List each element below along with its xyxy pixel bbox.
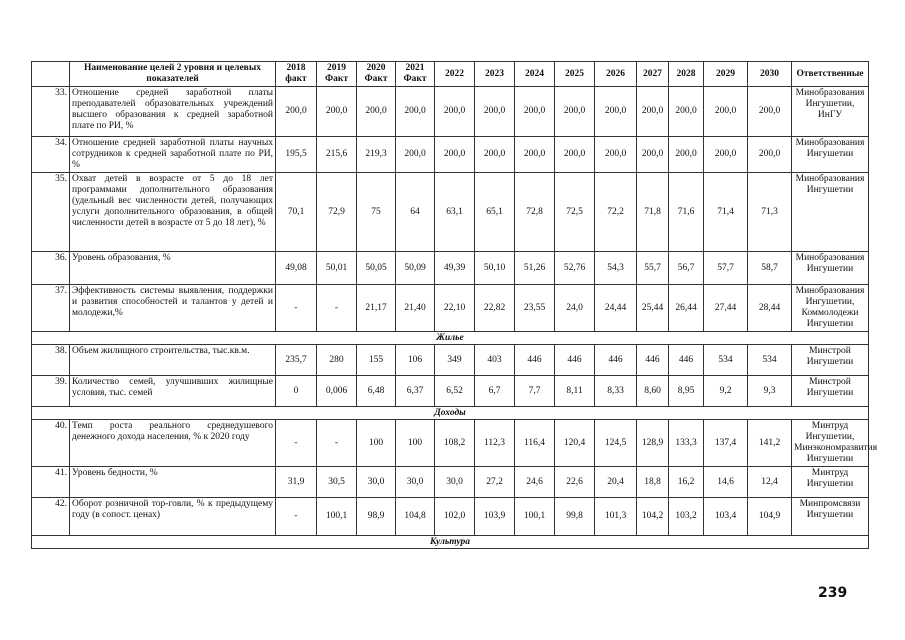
row-number: 40. bbox=[32, 420, 70, 467]
value-cell: 200,0 bbox=[637, 137, 669, 173]
table-row bbox=[32, 467, 869, 498]
value-cell: 106 bbox=[396, 345, 435, 376]
row-number: 42. bbox=[32, 498, 70, 536]
header-year: 2018 факт bbox=[276, 62, 317, 87]
value-cell: 72,2 bbox=[595, 173, 637, 252]
value-cell: 6,52 bbox=[435, 376, 475, 407]
indicator-name: Количество семей, улучшивших жилищные условия, тыс. семей bbox=[70, 376, 276, 407]
indicator-name: Отношение средней заработной платы преподавателей образовательных учреждений высшего образования к средней заработной плате по РИ, % bbox=[70, 87, 276, 137]
value-cell: 23,55 bbox=[515, 285, 555, 332]
value-cell: - bbox=[317, 285, 357, 332]
value-cell: 70,1 bbox=[276, 173, 317, 252]
value-cell: 200,0 bbox=[396, 137, 435, 173]
value-cell: 0 bbox=[276, 376, 317, 407]
value-cell: 8,33 bbox=[595, 376, 637, 407]
value-cell: 446 bbox=[669, 345, 704, 376]
header-year: 2029 bbox=[704, 62, 748, 87]
value-cell: 31,9 bbox=[276, 467, 317, 498]
value-cell: 446 bbox=[637, 345, 669, 376]
section-title: Культура bbox=[32, 536, 869, 549]
value-cell: 72,8 bbox=[515, 173, 555, 252]
value-cell: 22,6 bbox=[555, 467, 595, 498]
value-cell: 200,0 bbox=[669, 137, 704, 173]
row-number: 38. bbox=[32, 345, 70, 376]
value-cell: 103,9 bbox=[475, 498, 515, 536]
value-cell: 9,2 bbox=[704, 376, 748, 407]
value-cell: 16,2 bbox=[669, 467, 704, 498]
section-row bbox=[32, 536, 869, 549]
value-cell: 128,9 bbox=[637, 420, 669, 467]
value-cell: 534 bbox=[748, 345, 792, 376]
responsible-cell: Минстрой Ингушетии bbox=[792, 345, 869, 376]
table-row bbox=[32, 345, 869, 376]
responsible-cell: Минтруд Ингушетии bbox=[792, 467, 869, 498]
value-cell: 71,4 bbox=[704, 173, 748, 252]
value-cell: 446 bbox=[515, 345, 555, 376]
indicator-name: Объем жилищного строительства, тыс.кв.м. bbox=[70, 345, 276, 376]
indicator-name: Охват детей в возрасте от 5 до 18 лет программами дополнительного образования (удельный вес численности детей, получающих услуги дополнительного образования, в общей численности детей в возрасте от 5 до 18 лет), % bbox=[70, 173, 276, 252]
value-cell: 137,4 bbox=[704, 420, 748, 467]
value-cell: 141,2 bbox=[748, 420, 792, 467]
header-name: Наименование целей 2 уровня и целевых показателей bbox=[70, 62, 276, 87]
value-cell: 64 bbox=[396, 173, 435, 252]
section-row bbox=[32, 332, 869, 345]
row-number: 37. bbox=[32, 285, 70, 332]
value-cell: 56,7 bbox=[669, 252, 704, 285]
value-cell: 98,9 bbox=[357, 498, 396, 536]
value-cell: 52,76 bbox=[555, 252, 595, 285]
value-cell: 403 bbox=[475, 345, 515, 376]
value-cell: 133,3 bbox=[669, 420, 704, 467]
indicator-name: Оборот розничной тор-говли, % к предыдущему году (в сопост. ценах) bbox=[70, 498, 276, 536]
value-cell: 124,5 bbox=[595, 420, 637, 467]
value-cell: - bbox=[317, 420, 357, 467]
value-cell: 30,0 bbox=[396, 467, 435, 498]
header-row bbox=[32, 62, 869, 87]
section-title: Жилье bbox=[32, 332, 869, 345]
value-cell: 8,11 bbox=[555, 376, 595, 407]
value-cell: 55,7 bbox=[637, 252, 669, 285]
value-cell: 71,8 bbox=[637, 173, 669, 252]
value-cell: 200,0 bbox=[515, 137, 555, 173]
value-cell: 54,3 bbox=[595, 252, 637, 285]
value-cell: 65,1 bbox=[475, 173, 515, 252]
value-cell: 71,6 bbox=[669, 173, 704, 252]
value-cell: 50,01 bbox=[317, 252, 357, 285]
value-cell: 101,3 bbox=[595, 498, 637, 536]
value-cell: 200,0 bbox=[435, 137, 475, 173]
value-cell: 104,9 bbox=[748, 498, 792, 536]
value-cell: 21,17 bbox=[357, 285, 396, 332]
value-cell: 446 bbox=[555, 345, 595, 376]
section-row bbox=[32, 407, 869, 420]
value-cell: 200,0 bbox=[475, 87, 515, 137]
value-cell: 50,05 bbox=[357, 252, 396, 285]
value-cell: 49,08 bbox=[276, 252, 317, 285]
value-cell: 200,0 bbox=[515, 87, 555, 137]
value-cell: 200,0 bbox=[669, 87, 704, 137]
table-row bbox=[32, 498, 869, 536]
value-cell: 71,3 bbox=[748, 173, 792, 252]
responsible-cell: Минстрой Ингушетии bbox=[792, 376, 869, 407]
value-cell: 24,44 bbox=[595, 285, 637, 332]
value-cell: 100,1 bbox=[515, 498, 555, 536]
value-cell: 120,4 bbox=[555, 420, 595, 467]
value-cell: 14,6 bbox=[704, 467, 748, 498]
value-cell: 200,0 bbox=[396, 87, 435, 137]
value-cell: 72,5 bbox=[555, 173, 595, 252]
value-cell: 0,006 bbox=[317, 376, 357, 407]
responsible-cell: Минобразования Ингушетии, ИнГУ bbox=[792, 87, 869, 137]
value-cell: 30,5 bbox=[317, 467, 357, 498]
value-cell: 349 bbox=[435, 345, 475, 376]
indicator-name: Уровень бедности, % bbox=[70, 467, 276, 498]
header-year: 2024 bbox=[515, 62, 555, 87]
responsible-cell: Минобразования Ингушетии bbox=[792, 252, 869, 285]
header-year: 2021 Факт bbox=[396, 62, 435, 87]
value-cell: 24,0 bbox=[555, 285, 595, 332]
value-cell: 103,4 bbox=[704, 498, 748, 536]
value-cell: 21,40 bbox=[396, 285, 435, 332]
header-year: 2020 Факт bbox=[357, 62, 396, 87]
value-cell: 235,7 bbox=[276, 345, 317, 376]
row-number: 36. bbox=[32, 252, 70, 285]
value-cell: 200,0 bbox=[317, 87, 357, 137]
responsible-cell: Минобразования Ингушетии, Коммолодежи Ингушетии bbox=[792, 285, 869, 332]
table-row bbox=[32, 173, 869, 252]
header-year: 2025 bbox=[555, 62, 595, 87]
value-cell: 200,0 bbox=[704, 87, 748, 137]
value-cell: 6,7 bbox=[475, 376, 515, 407]
value-cell: 100 bbox=[357, 420, 396, 467]
value-cell: 7,7 bbox=[515, 376, 555, 407]
header-year: 2028 bbox=[669, 62, 704, 87]
value-cell: 75 bbox=[357, 173, 396, 252]
value-cell: 200,0 bbox=[595, 137, 637, 173]
value-cell: 104,8 bbox=[396, 498, 435, 536]
value-cell: 9,3 bbox=[748, 376, 792, 407]
value-cell: 8,95 bbox=[669, 376, 704, 407]
header-year: 2027 bbox=[637, 62, 669, 87]
value-cell: 280 bbox=[317, 345, 357, 376]
responsible-cell: Минобразования Ингушетии bbox=[792, 137, 869, 173]
header-responsible: Ответственные bbox=[792, 62, 869, 87]
value-cell: 112,3 bbox=[475, 420, 515, 467]
value-cell: 51,26 bbox=[515, 252, 555, 285]
value-cell: 58,7 bbox=[748, 252, 792, 285]
indicator-name: Уровень образования, % bbox=[70, 252, 276, 285]
value-cell: 18,8 bbox=[637, 467, 669, 498]
table-row bbox=[32, 285, 869, 332]
value-cell: 200,0 bbox=[748, 137, 792, 173]
value-cell: - bbox=[276, 498, 317, 536]
value-cell: - bbox=[276, 420, 317, 467]
value-cell: 446 bbox=[595, 345, 637, 376]
value-cell: 28,44 bbox=[748, 285, 792, 332]
value-cell: 30,0 bbox=[435, 467, 475, 498]
value-cell: 200,0 bbox=[637, 87, 669, 137]
value-cell: 8,60 bbox=[637, 376, 669, 407]
table-row bbox=[32, 376, 869, 407]
value-cell: 26,44 bbox=[669, 285, 704, 332]
value-cell: 155 bbox=[357, 345, 396, 376]
row-number: 35. bbox=[32, 173, 70, 252]
value-cell: 50,10 bbox=[475, 252, 515, 285]
value-cell: 200,0 bbox=[704, 137, 748, 173]
value-cell: 50,09 bbox=[396, 252, 435, 285]
value-cell: 27,44 bbox=[704, 285, 748, 332]
value-cell: 6,37 bbox=[396, 376, 435, 407]
table-row bbox=[32, 252, 869, 285]
value-cell: 219,3 bbox=[357, 137, 396, 173]
header-no bbox=[32, 62, 70, 87]
row-number: 39. bbox=[32, 376, 70, 407]
value-cell: 102,0 bbox=[435, 498, 475, 536]
value-cell: 108,2 bbox=[435, 420, 475, 467]
table-row bbox=[32, 137, 869, 173]
responsible-cell: Минпромсвязи Ингушетии bbox=[792, 498, 869, 536]
value-cell: 200,0 bbox=[748, 87, 792, 137]
value-cell: 104,2 bbox=[637, 498, 669, 536]
value-cell: 24,6 bbox=[515, 467, 555, 498]
value-cell: 30,0 bbox=[357, 467, 396, 498]
value-cell: 200,0 bbox=[357, 87, 396, 137]
header-year: 2019 Факт bbox=[317, 62, 357, 87]
value-cell: 63,1 bbox=[435, 173, 475, 252]
header-year: 2030 bbox=[748, 62, 792, 87]
indicators-table bbox=[31, 61, 878, 549]
row-number: 41. bbox=[32, 467, 70, 498]
value-cell: 100,1 bbox=[317, 498, 357, 536]
value-cell: 12,4 bbox=[748, 467, 792, 498]
value-cell: 57,7 bbox=[704, 252, 748, 285]
value-cell: 534 bbox=[704, 345, 748, 376]
responsible-cell: Минобразования Ингушетии bbox=[792, 173, 869, 252]
indicator-name: Темп роста реального среднедушевого денежного дохода населения, % к 2020 году bbox=[70, 420, 276, 467]
value-cell: 200,0 bbox=[555, 137, 595, 173]
value-cell: 200,0 bbox=[555, 87, 595, 137]
value-cell: 6,48 bbox=[357, 376, 396, 407]
section-title: Доходы bbox=[32, 407, 869, 420]
table-row bbox=[32, 420, 869, 467]
table-row bbox=[32, 87, 869, 137]
value-cell: 200,0 bbox=[276, 87, 317, 137]
header-year: 2026 bbox=[595, 62, 637, 87]
value-cell: 200,0 bbox=[475, 137, 515, 173]
value-cell: 200,0 bbox=[595, 87, 637, 137]
value-cell: 27,2 bbox=[475, 467, 515, 498]
value-cell: 20,4 bbox=[595, 467, 637, 498]
value-cell: 22,82 bbox=[475, 285, 515, 332]
value-cell: 195,5 bbox=[276, 137, 317, 173]
indicator-name: Отношение средней заработной платы научных сотрудников к средней заработной плате по РИ, % bbox=[70, 137, 276, 173]
value-cell: - bbox=[276, 285, 317, 332]
value-cell: 72,9 bbox=[317, 173, 357, 252]
value-cell: 22,10 bbox=[435, 285, 475, 332]
indicator-name: Эффективность системы выявления, поддержки и развития способностей и талантов у детей и молодежи,% bbox=[70, 285, 276, 332]
value-cell: 215,6 bbox=[317, 137, 357, 173]
value-cell: 100 bbox=[396, 420, 435, 467]
value-cell: 49,39 bbox=[435, 252, 475, 285]
header-year: 2023 bbox=[475, 62, 515, 87]
value-cell: 200,0 bbox=[435, 87, 475, 137]
row-number: 34. bbox=[32, 137, 70, 173]
value-cell: 25,44 bbox=[637, 285, 669, 332]
responsible-cell: Минтруд Ингушетии, Минэкономразвития Ингушетии bbox=[792, 420, 869, 467]
row-number: 33. bbox=[32, 87, 70, 137]
value-cell: 99,8 bbox=[555, 498, 595, 536]
value-cell: 116,4 bbox=[515, 420, 555, 467]
value-cell: 103,2 bbox=[669, 498, 704, 536]
page-number: 239 bbox=[818, 585, 848, 601]
header-year: 2022 bbox=[435, 62, 475, 87]
